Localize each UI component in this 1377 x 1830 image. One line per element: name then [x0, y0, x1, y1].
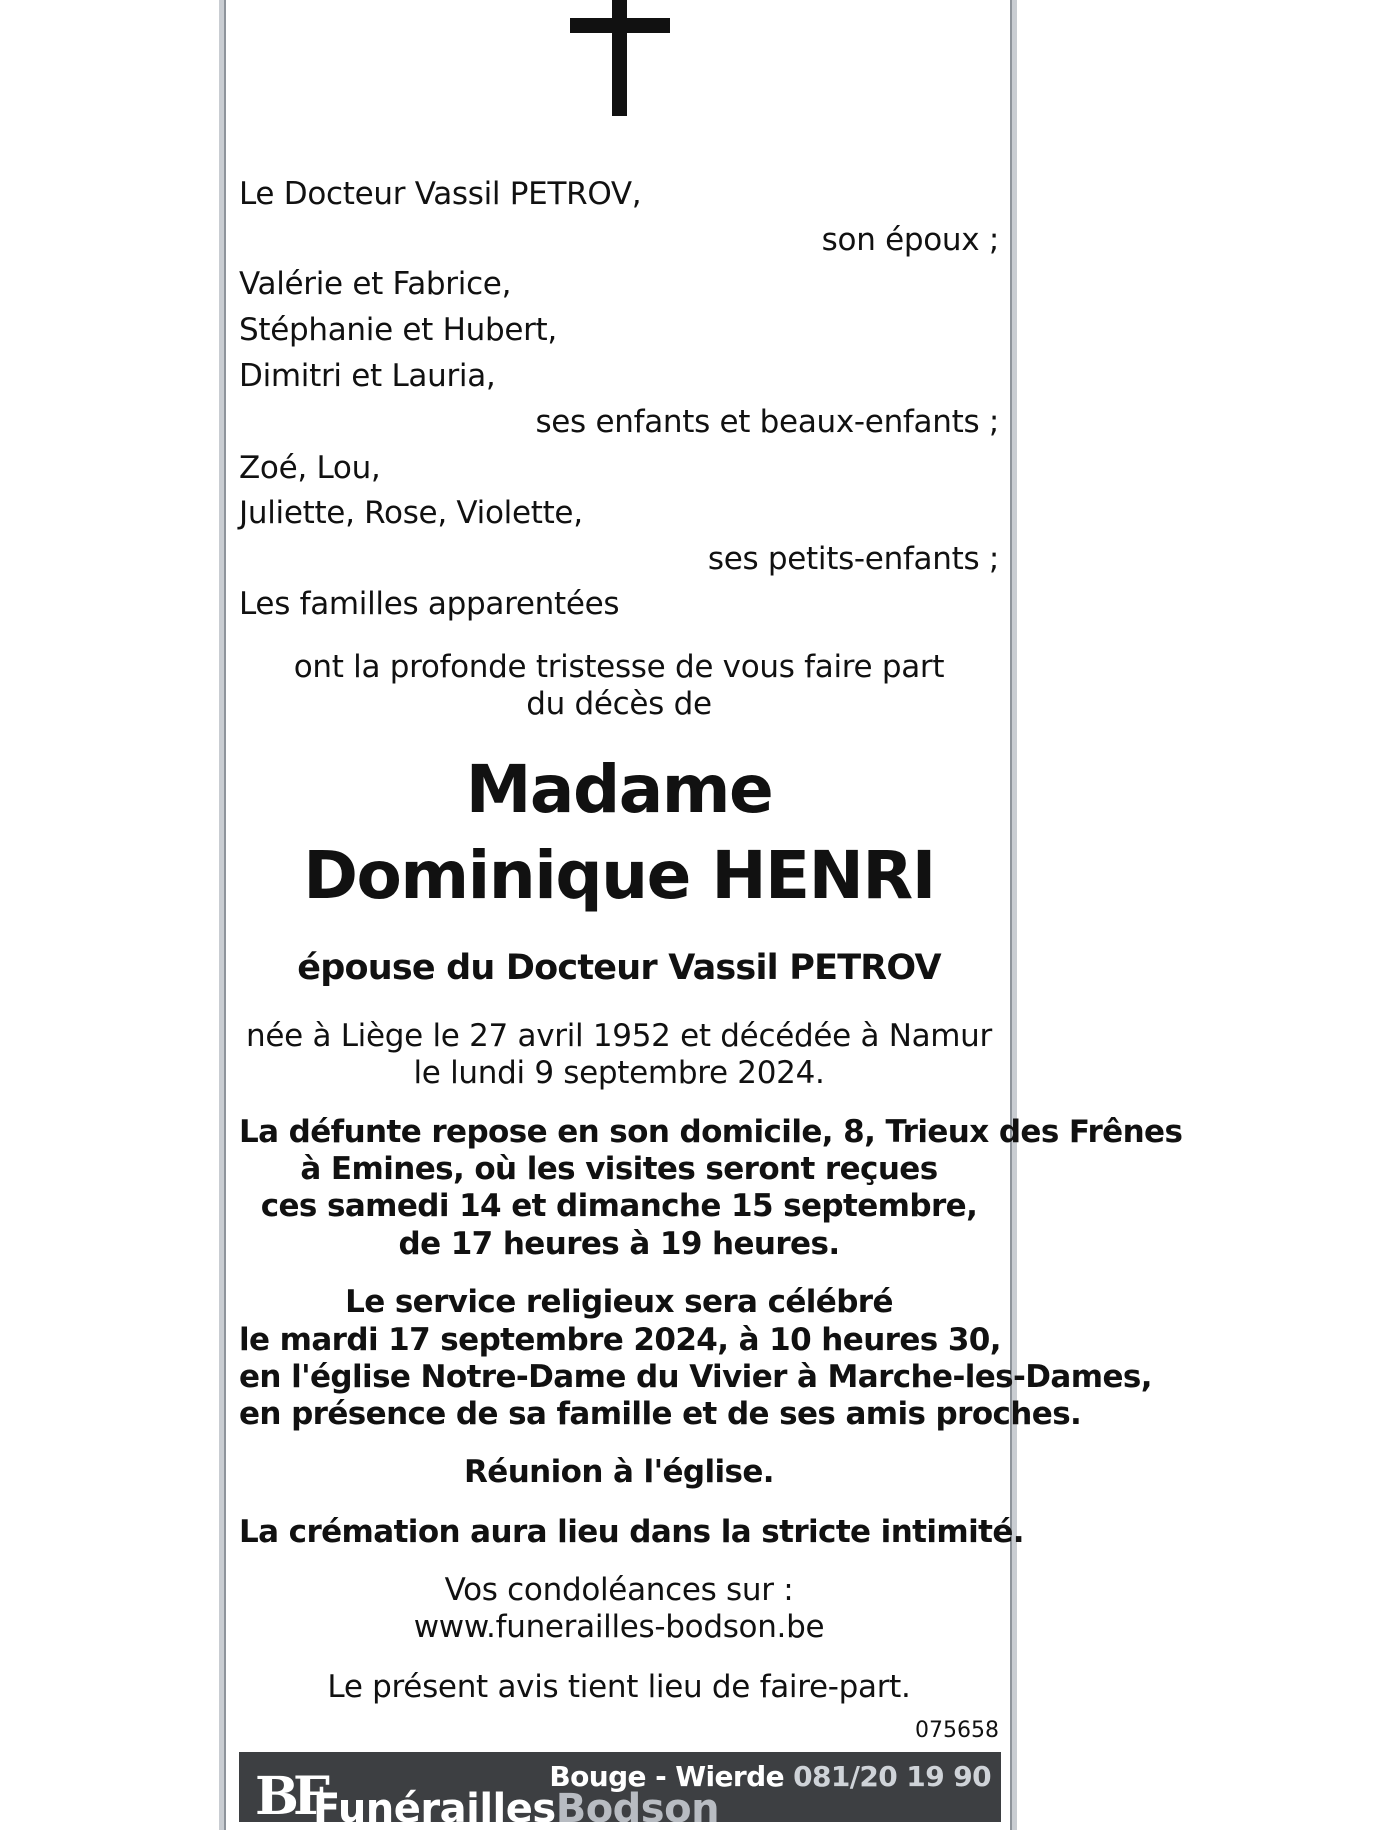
grandchild-line: Juliette, Rose, Violette, [239, 495, 583, 531]
cross-icon-bar [570, 18, 670, 33]
relatives-line: Les familles apparentées [239, 586, 620, 622]
birth-death-line: le lundi 9 septembre 2024. [413, 1055, 825, 1091]
funeral-home-location: Bouge - Wierde [549, 1760, 784, 1793]
meeting-line: Réunion à l'église. [464, 1454, 774, 1490]
announcement-line: ont la profonde tristesse de vous faire part [293, 649, 945, 685]
reference-number: 075658 [915, 1718, 999, 1743]
logo-word-1: Funérailles [313, 1786, 556, 1822]
funeral-home-phone: 081/20 19 90 [793, 1760, 991, 1793]
deceased-name: Dominique HENRI [303, 837, 935, 914]
funeral-home-banner [239, 1752, 1001, 1822]
condolences-label: Vos condoléances sur : [444, 1572, 794, 1608]
announcement-line: du décès de [526, 686, 712, 722]
grandchild-line: Zoé, Lou, [239, 450, 381, 486]
funeral-home-logo-mark: BF [255, 1766, 324, 1822]
children-role: ses enfants et beaux-enfants ; [535, 404, 999, 440]
cremation-line: La crémation aura lieu dans la stricte intimité. [239, 1514, 1024, 1550]
spouse-role: son époux ; [821, 222, 999, 258]
child-line: Stéphanie et Hubert, [239, 312, 557, 348]
deceased-title: Madame [465, 751, 773, 828]
spouse-name: Le Docteur Vassil PETROV, [239, 176, 642, 212]
notice-line: Le présent avis tient lieu de faire-part. [327, 1669, 911, 1705]
visitation-line: La défunte repose en son domicile, 8, Trieux des Frênes [239, 1114, 1183, 1150]
condolences-url[interactable]: www.funerailles-bodson.be [413, 1609, 825, 1645]
visitation-line: à Emines, où les visites seront reçues [300, 1151, 938, 1187]
child-line: Dimitri et Lauria, [239, 358, 496, 394]
service-line: le mardi 17 septembre 2024, à 10 heures 30, [239, 1322, 1001, 1358]
grandchildren-role: ses petits-enfants ; [707, 541, 999, 577]
service-line: Le service religieux sera célébré [345, 1284, 893, 1320]
birth-death-line: née à Liège le 27 avril 1952 et décédée à Namur [246, 1018, 992, 1054]
deceased-spouse-of: épouse du Docteur Vassil PETROV [297, 948, 941, 988]
visitation-line: ces samedi 14 et dimanche 15 septembre, [260, 1188, 978, 1224]
service-line: en l'église Notre-Dame du Vivier à Marche-les-Dames, [239, 1359, 1152, 1395]
service-line: en présence de sa famille et de ses amis proches. [239, 1396, 1082, 1432]
visitation-line: de 17 heures à 19 heures. [398, 1226, 840, 1262]
logo-word-2: Bodson [555, 1786, 720, 1822]
child-line: Valérie et Fabrice, [239, 266, 512, 302]
funeral-home-contact [549, 1760, 991, 1793]
